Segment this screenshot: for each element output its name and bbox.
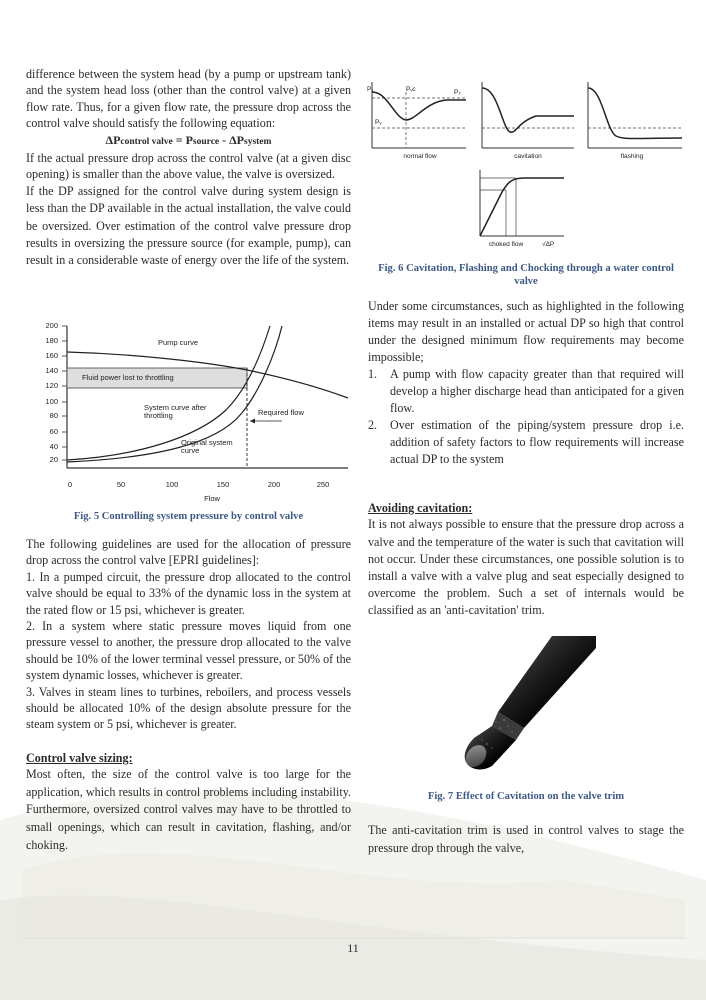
- guideline-2: 2. In a system where static pressure moves liquid from one pressure vessel to another, the pressure drop allocated to the valve should be 10% of the lower terminal vessel pressure, or 50% of the system dynamic losses, whichever is greater.: [26, 619, 351, 683]
- anti-cavitation-paragraph: The anti-cavitation trim is used in control valves to stage the pressure drop through the valve,: [368, 823, 684, 855]
- fig5-annotations: [82, 338, 304, 455]
- fig6-sqrt-dp-label: √ΔP: [542, 241, 555, 248]
- fig5-arrowhead: [250, 419, 255, 424]
- fig5-after-label-2: throttling: [144, 411, 173, 420]
- fig5-ytick: 40: [49, 442, 58, 451]
- guidelines-intro: The following guidelines are used for the allocation of pressure drop across the control valve [EPRI guidelines]:: [26, 537, 351, 568]
- fig5-required-flow-label: Required flow: [258, 408, 304, 417]
- fig6-flashing-label: flashing: [620, 153, 644, 160]
- fig6-flashing-panel: [588, 82, 682, 160]
- list-item: 2. Over estimation of the piping/system pressure drop i.e. addition of safety factors to flow requirements will increase actual DP to the system: [368, 418, 684, 466]
- cavitation-heading: Avoiding cavitation:: [368, 501, 473, 515]
- circumstances-paragraph: Under some circumstances, such as highlighted in the following items may result in an installed or actual DP so high that control under the designed minimum flow requirements may become impossible;: [368, 299, 684, 364]
- fig6-pv-label: Pᵥ: [375, 119, 382, 126]
- guideline-1: 1. In a pumped circuit, the pressure drop allocated to the control valve should be equal to 33% of the dynamic loss in the system at the rated flow or 15 psi, whichever is greater.: [26, 569, 351, 617]
- guideline-3: 3. Valves in steam lines to turbines, reboilers, and process vessels should be allocated 10% of the design absolute pressure for the steam system or 5 psi, whichever is greater.: [26, 684, 351, 732]
- sizing-paragraph: Most often, the size of the control valve is too large for the application, which results in control problems including instability. Furthermore, oversized control valves may have to be throttled to small openings, which can result in cavitation, flashing, and/or choking.: [26, 767, 351, 852]
- fig5-ytick: 80: [49, 411, 58, 420]
- fig5-xtick: 100: [165, 480, 179, 489]
- right-column-top: [368, 298, 684, 468]
- fig6-p2-label: P₂: [454, 89, 461, 96]
- fig5-y-ticks: [45, 321, 58, 464]
- fig5-system-curve-chart: [26, 318, 352, 504]
- fig6-cavitation-panel: [482, 82, 574, 160]
- fig5-y-tickmarks: [62, 326, 67, 460]
- fig5-after-label-1: System curve after: [144, 403, 207, 412]
- fig5-ytick: 60: [49, 427, 58, 436]
- pressure-drop-equation: ΔPcontrol valve = Psource - ΔPsystem: [105, 132, 272, 147]
- fig7-caption: Fig. 7 Effect of Cavitation on the valve trim: [427, 791, 625, 802]
- fig5-xtick: 0: [67, 480, 73, 489]
- fig5-original-label-2: curve: [181, 446, 200, 455]
- fig5-x-ticks: [68, 480, 329, 489]
- fig5-ytick: 20: [49, 455, 58, 464]
- right-column-cavitation: [368, 500, 684, 620]
- fig5-caption: Fig. 5 Controlling system pressure by control valve: [73, 511, 304, 522]
- right-column-bottom: [368, 822, 684, 857]
- cavitation-paragraph: It is not always possible to ensure that the pressure drop across a valve and the temperature of the water is such that cavitation will not occur. Under these circumstances, one possible solution is to install a valve with a valve plug and seat especially designed to overcome the problem. Such a set of internals would be classified as an 'anti-cavitation' trim.: [368, 517, 685, 618]
- oversized-paragraph: If the actual pressure drop across the control valve (at a given disc opening) is smaller than the above value, the valve is oversized.: [26, 151, 351, 182]
- fig5-ytick: 180: [45, 336, 58, 345]
- fig6-p1-label: P₁: [367, 86, 374, 93]
- fig5-ytick: 100: [45, 397, 58, 406]
- fig5-xtick: 150: [216, 480, 230, 489]
- fig6-pvc-label: Pᵥc: [406, 86, 416, 93]
- fig6-pressure-profile-diagrams: [366, 78, 684, 258]
- left-column-top: [26, 66, 351, 270]
- fig5-xtick: 250: [316, 480, 330, 489]
- fig5-pump-curve-label: Pump curve: [158, 338, 199, 347]
- sizing-heading: Control valve sizing:: [26, 750, 133, 765]
- fig7-valve-trim-photo: [452, 636, 596, 776]
- fig5-ytick: 140: [45, 366, 58, 375]
- left-column-bottom: [26, 536, 351, 854]
- page-number: 11: [347, 941, 359, 955]
- fig5-xtick: 50: [116, 480, 126, 489]
- fig6-choked-flow-panel: [480, 170, 564, 248]
- circumstances-list: [368, 366, 684, 468]
- fig5-ytick: 200: [45, 321, 58, 330]
- fig5-x-axis-label: Flow: [204, 494, 220, 503]
- fig5-original-label-1: Original system: [181, 438, 233, 447]
- fig5-ytick: 120: [45, 381, 58, 390]
- fig5-fluid-power-label: Fluid power lost to throttling: [82, 373, 174, 382]
- fig7-rod-body: [498, 636, 596, 728]
- fig5-xtick: 200: [267, 480, 281, 489]
- dp-assigned-paragraph: If the DP assigned for the control valve during system design is less than the DP available in the actual installation, the valve could be oversized. Over estimation of the control valve pressure drop results in oversizing the pressure source (for example, pump), can result in a considerable waste of energy over the life of the system.: [26, 183, 351, 268]
- list-item: 1. A pump with flow capacity greater than that required will develop a higher discharge head than anticipated for a given flow.: [368, 367, 684, 415]
- fig6-normal-flow-panel: [367, 82, 466, 160]
- intro-paragraph: difference between the system head (by a pump or upstream tank) and the system head loss (other than the control valve) at a given flow rate. Thus, for a given flow rate, the pressure drop across the control valve should satisfy the following equation:: [26, 67, 351, 131]
- fig6-normal-flow-label: normal flow: [403, 153, 437, 160]
- fig6-cavitation-label: cavitation: [514, 153, 542, 160]
- fig5-ytick: 160: [45, 351, 58, 360]
- fig6-caption: Fig. 6 Cavitation, Flashing and Chocking through a water control valve: [378, 263, 674, 287]
- fig6-choked-flow-label: choked flow: [488, 241, 524, 248]
